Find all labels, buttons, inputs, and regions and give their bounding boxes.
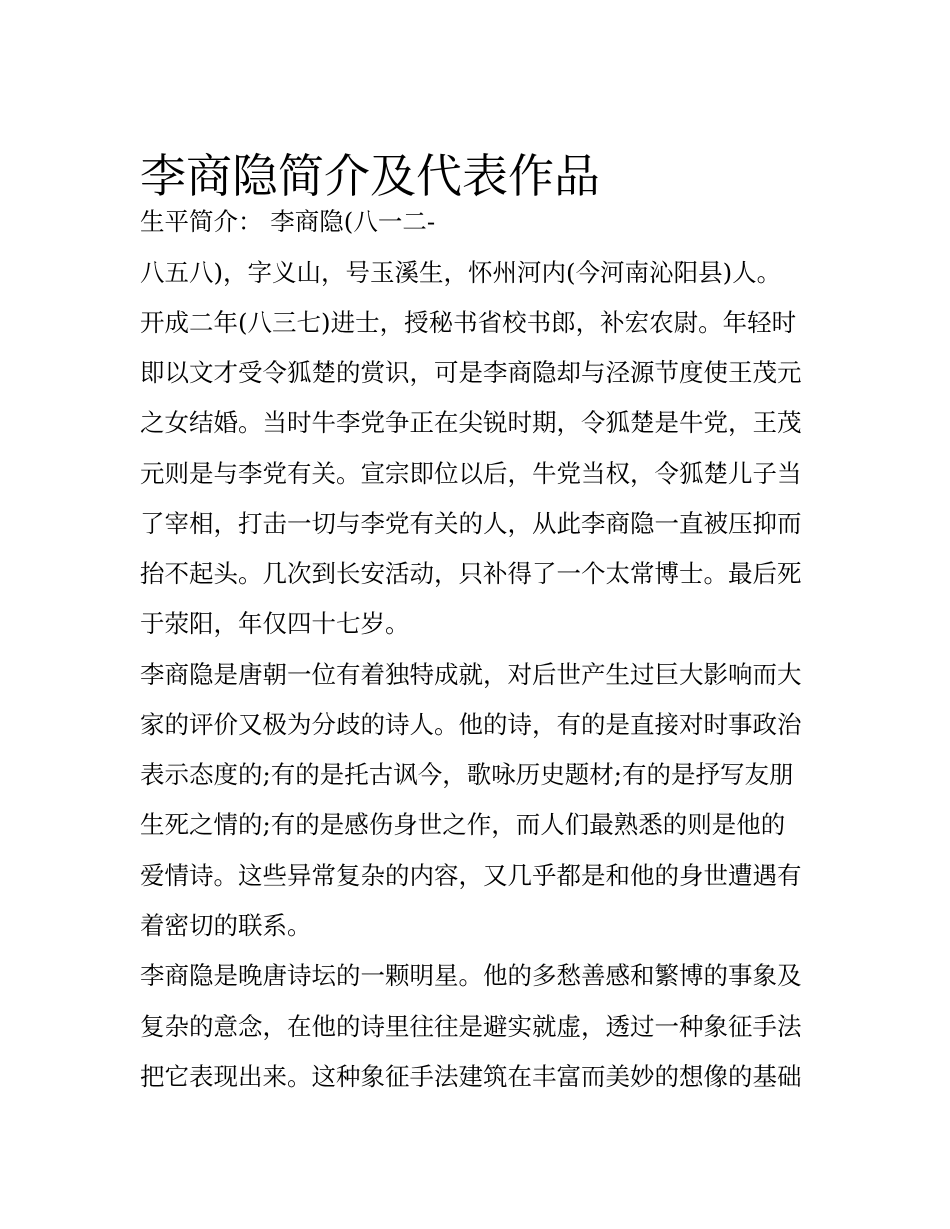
text-line-17: 复杂的意念，在他的诗里往往是避实就虚，透过一种象征手法	[140, 1012, 802, 1041]
text-line-1: 生平简介： 李商隐(八一二-	[140, 207, 436, 236]
text-line-8: 抬不起头。几次到长安活动，只补得了一个太常博士。最后死	[140, 559, 802, 588]
text-line-13: 生死之情的;有的是感伤身世之作，而人们最熟悉的则是他的	[140, 810, 786, 839]
text-line-5: 之女结婚。当时牛李党争正在尖锐时期，令狐楚是牛党，王茂	[140, 408, 802, 437]
text-line-7: 了宰相，打击一切与李党有关的人，从此李商隐一直被压抑而	[140, 509, 802, 538]
text-line-11: 家的评价又极为分歧的诗人。他的诗，有的是直接对时事政治	[140, 710, 802, 739]
text-line-16: 李商隐是晚唐诗坛的一颗明星。他的多愁善感和繁博的事象及	[140, 961, 802, 990]
text-line-2: 八五八)，字义山，号玉溪生，怀州河内(今河南沁阳县)人。	[140, 258, 782, 287]
text-line-3: 开成二年(八三七)进士，授秘书省校书郎，补宏农尉。年轻时	[140, 308, 797, 337]
text-line-14: 爱情诗。这些异常复杂的内容，又几乎都是和他的身世遭遇有	[140, 861, 802, 890]
text-line-15: 着密切的联系。	[140, 911, 312, 940]
document-title: 李商隐简介及代表作品	[140, 148, 600, 203]
text-line-12: 表示态度的;有的是托古讽今，歌咏历史题材;有的是抒写友朋	[140, 760, 794, 789]
text-line-10: 李商隐是唐朝一位有着独特成就，对后世产生过巨大影响而大	[140, 660, 802, 689]
text-line-9: 于荥阳，年仅四十七岁。	[140, 609, 410, 638]
text-line-6: 元则是与李党有关。宣宗即位以后，牛党当权，令狐楚儿子当	[140, 459, 802, 488]
text-line-4: 即以文才受令狐楚的赏识，可是李商隐却与泾源节度使王茂元	[140, 358, 802, 387]
text-line-18: 把它表现出来。这种象征手法建筑在丰富而美妙的想像的基础	[140, 1062, 802, 1091]
